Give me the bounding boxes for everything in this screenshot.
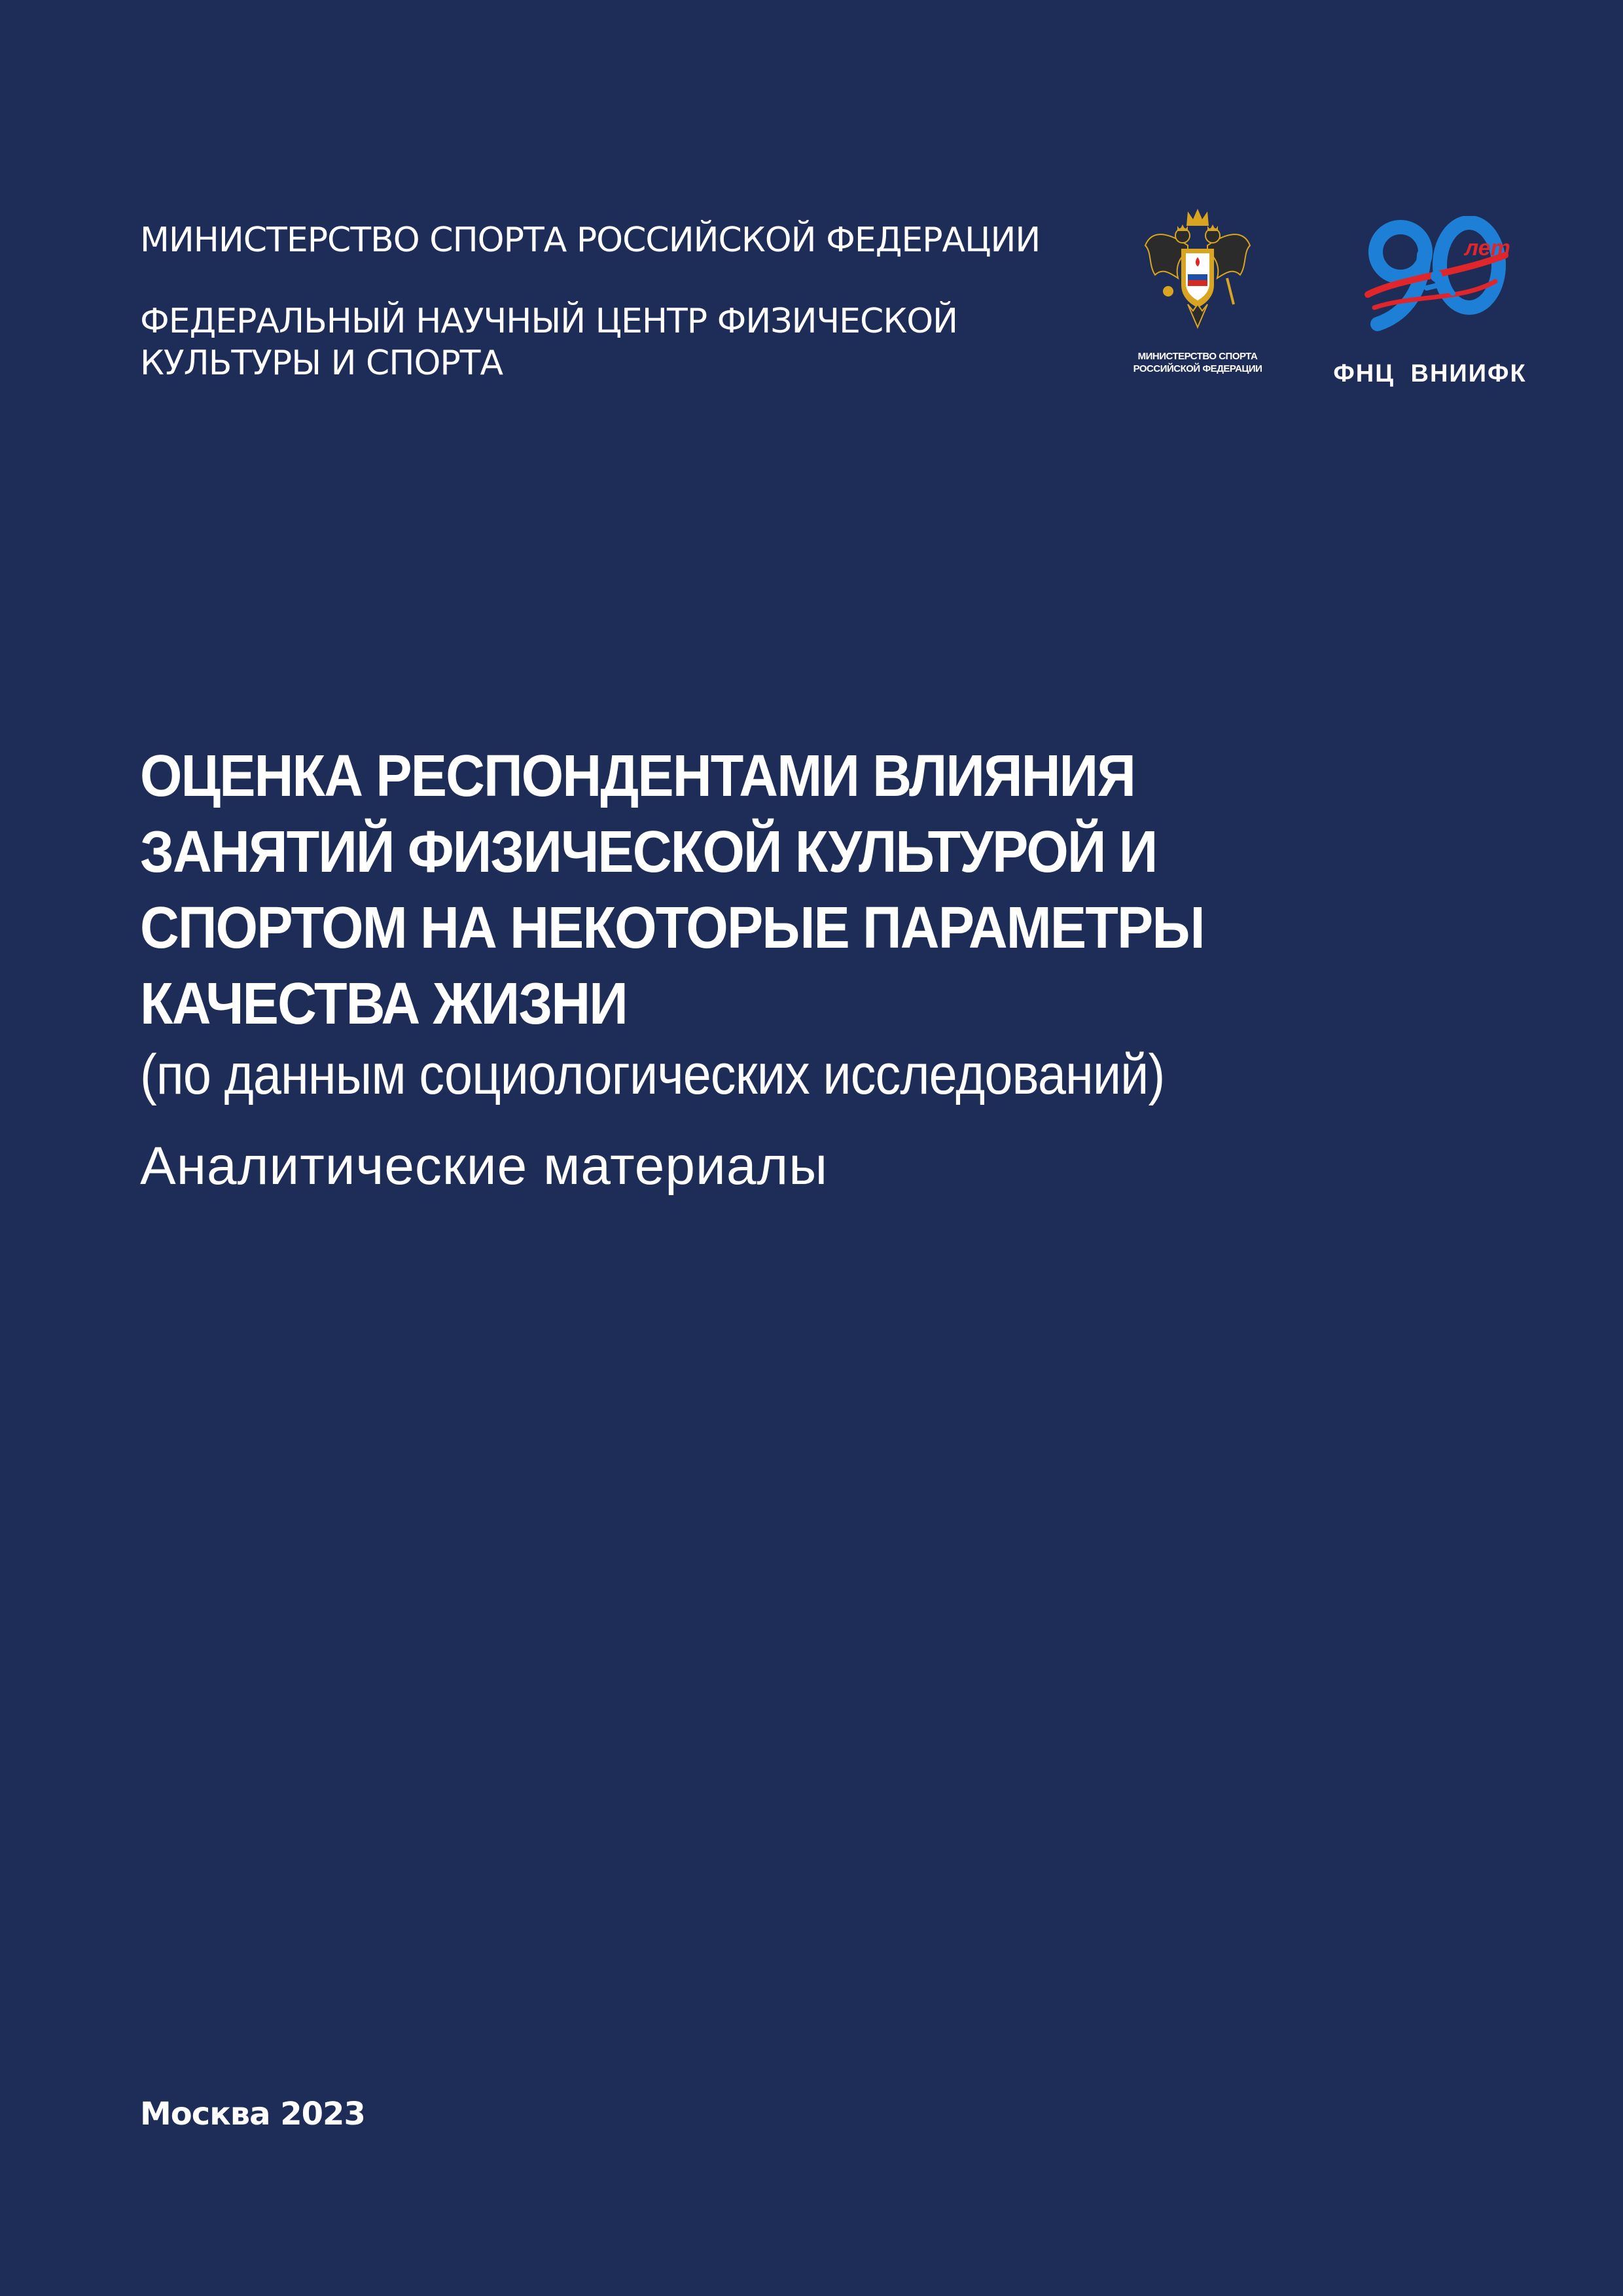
ministry-logo-caption	[1126, 350, 1270, 375]
vniifk-logo-caption: ФНЦ ВНИИФК	[1333, 360, 1527, 387]
ministry-logo-caption-line-1: МИНИСТЕРСТВО СПОРТА	[1137, 351, 1258, 362]
research-center-line-2: КУЛЬТУРЫ И СПОРТА	[140, 344, 503, 383]
ministry-name: МИНИСТЕРСТВО СПОРТА РОССИЙСКОЙ ФЕДЕРАЦИИ	[140, 221, 1041, 260]
title-line-2: ЗАНЯТИЙ ФИЗИЧЕСКОЙ КУЛЬТУРОЙ И	[140, 819, 1157, 885]
research-center-name	[140, 300, 1089, 384]
fnc-vniifk-logo	[1329, 216, 1531, 386]
vniifk-years-label: лет	[1465, 236, 1510, 260]
research-center-line-1: ФЕДЕРАЛЬНЫЙ НАУЧНЫЙ ЦЕНТР ФИЗИЧЕСКОЙ	[140, 302, 958, 341]
ninety-years-anniversary-mark-icon	[1355, 216, 1512, 334]
title-line-3: СПОРТОМ НА НЕКОТОРЫЕ ПАРАМЕТРЫ	[140, 895, 1204, 961]
title-block	[140, 738, 1383, 1199]
document-title	[140, 738, 1344, 1042]
document-subtitle: (по данным социологических исследований)	[140, 1043, 1165, 1106]
document-type: Аналитические материалы	[140, 1136, 829, 1196]
title-line-4: КАЧЕСТВА ЖИЗНИ	[140, 971, 627, 1037]
publication-city-year: Москва 2023	[140, 2096, 365, 2132]
title-line-1: ОЦЕНКА РЕСПОНДЕНТАМИ ВЛИЯНИЯ	[140, 744, 1135, 809]
ministry-of-sport-logo	[1126, 206, 1270, 389]
publisher-header	[140, 219, 1089, 384]
ministry-logo-caption-line-2: РОССИЙСКОЙ ФЕДЕРАЦИИ	[1133, 363, 1262, 374]
double-headed-eagle-emblem-icon	[1142, 206, 1253, 337]
